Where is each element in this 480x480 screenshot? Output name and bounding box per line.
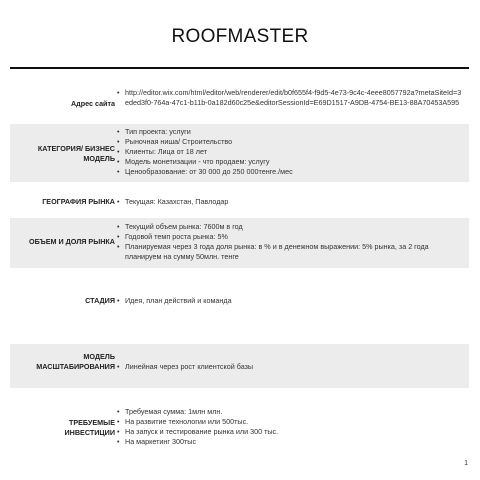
row-label-category-business-model: КАТЕГОРИЯ/ БИЗНЕС МОДЕЛЬ	[37, 144, 115, 163]
list-item: • Модель монетизации - что продаем: услугу	[117, 157, 465, 167]
list-item: • Годовой темп роста рынка: 5%	[117, 232, 465, 242]
row-market-geography	[10, 192, 469, 212]
row-stage	[10, 292, 469, 312]
list-item: • На развитие технологии или 500тыс.	[117, 417, 465, 427]
row-content-scaling-model	[117, 362, 465, 372]
list-item: • Рыночная ниша/ Строительство	[117, 137, 465, 147]
row-content-stage	[117, 296, 465, 306]
row-content-required-investment	[117, 407, 465, 447]
row-label-site-address: Адрес сайта	[70, 99, 115, 108]
row-content-market-geography	[117, 197, 465, 207]
row-label-required-investment: ТРЕБУЕМЫЕ ИНВЕСТИЦИИ	[64, 418, 115, 437]
row-label-market-volume-share: ОБЪЕМ И ДОЛЯ РЫНКА	[28, 237, 115, 246]
list-item: • Планируемая через 3 года доля рынка: в % и в денежном выражении: 5% рынка, за 2 года планируем на сумму 50млн. тенге	[117, 242, 465, 262]
list-item: • Тип проекта: услуги	[117, 127, 465, 137]
list-item: • Текущая: Казахстан, Павлодар	[117, 197, 465, 207]
page-title: ROOFMASTER	[171, 26, 309, 47]
row-content-market-volume-share	[117, 222, 465, 262]
list-item: • Линейная через рост клиентской базы	[117, 362, 465, 372]
list-item: • http://editor.wix.com/html/editor/web/renderer/edit/b0f655f4-f9d5-4e73-9c4c-4eee8057792a?metaSiteId=3eded3f0-764a-47c1-b11b-0a182d60c25e&editorSessionId=E69D1517-A9DB-4754-BE13-88A70453A595	[117, 88, 465, 108]
list-item: • Идея, план действий и команда	[117, 296, 465, 306]
row-site-address	[10, 84, 469, 122]
list-item: • Текущий объем рынка: 7600м в год	[117, 222, 465, 232]
title-divider	[10, 67, 469, 69]
row-market-volume-share	[10, 218, 469, 268]
list-item: • Ценообразование: от 30 000 до 250 000тенге./мес	[117, 167, 465, 177]
row-category-business-model	[10, 124, 469, 182]
row-required-investment	[10, 404, 469, 452]
row-label-stage: СТАДИЯ	[85, 296, 115, 305]
row-scaling-model	[10, 344, 469, 388]
page-number: 1	[464, 460, 468, 467]
row-label-scaling-model: МОДЕЛЬ МАСШТАБИРОВАНИЯ	[36, 352, 115, 371]
row-content-category-business-model	[117, 127, 465, 177]
row-content-site-address	[117, 88, 465, 108]
list-item: • Требуемая сумма: 1млн млн.	[117, 407, 465, 417]
list-item: • На маркетинг 300тыс	[117, 437, 465, 447]
list-item: • Клиенты: Лица от 18 лет	[117, 147, 465, 157]
list-item: • На запуск и тестирование рынка или 300 тыс.	[117, 427, 465, 437]
row-label-market-geography: ГЕОГРАФИЯ РЫНКА	[42, 197, 115, 206]
